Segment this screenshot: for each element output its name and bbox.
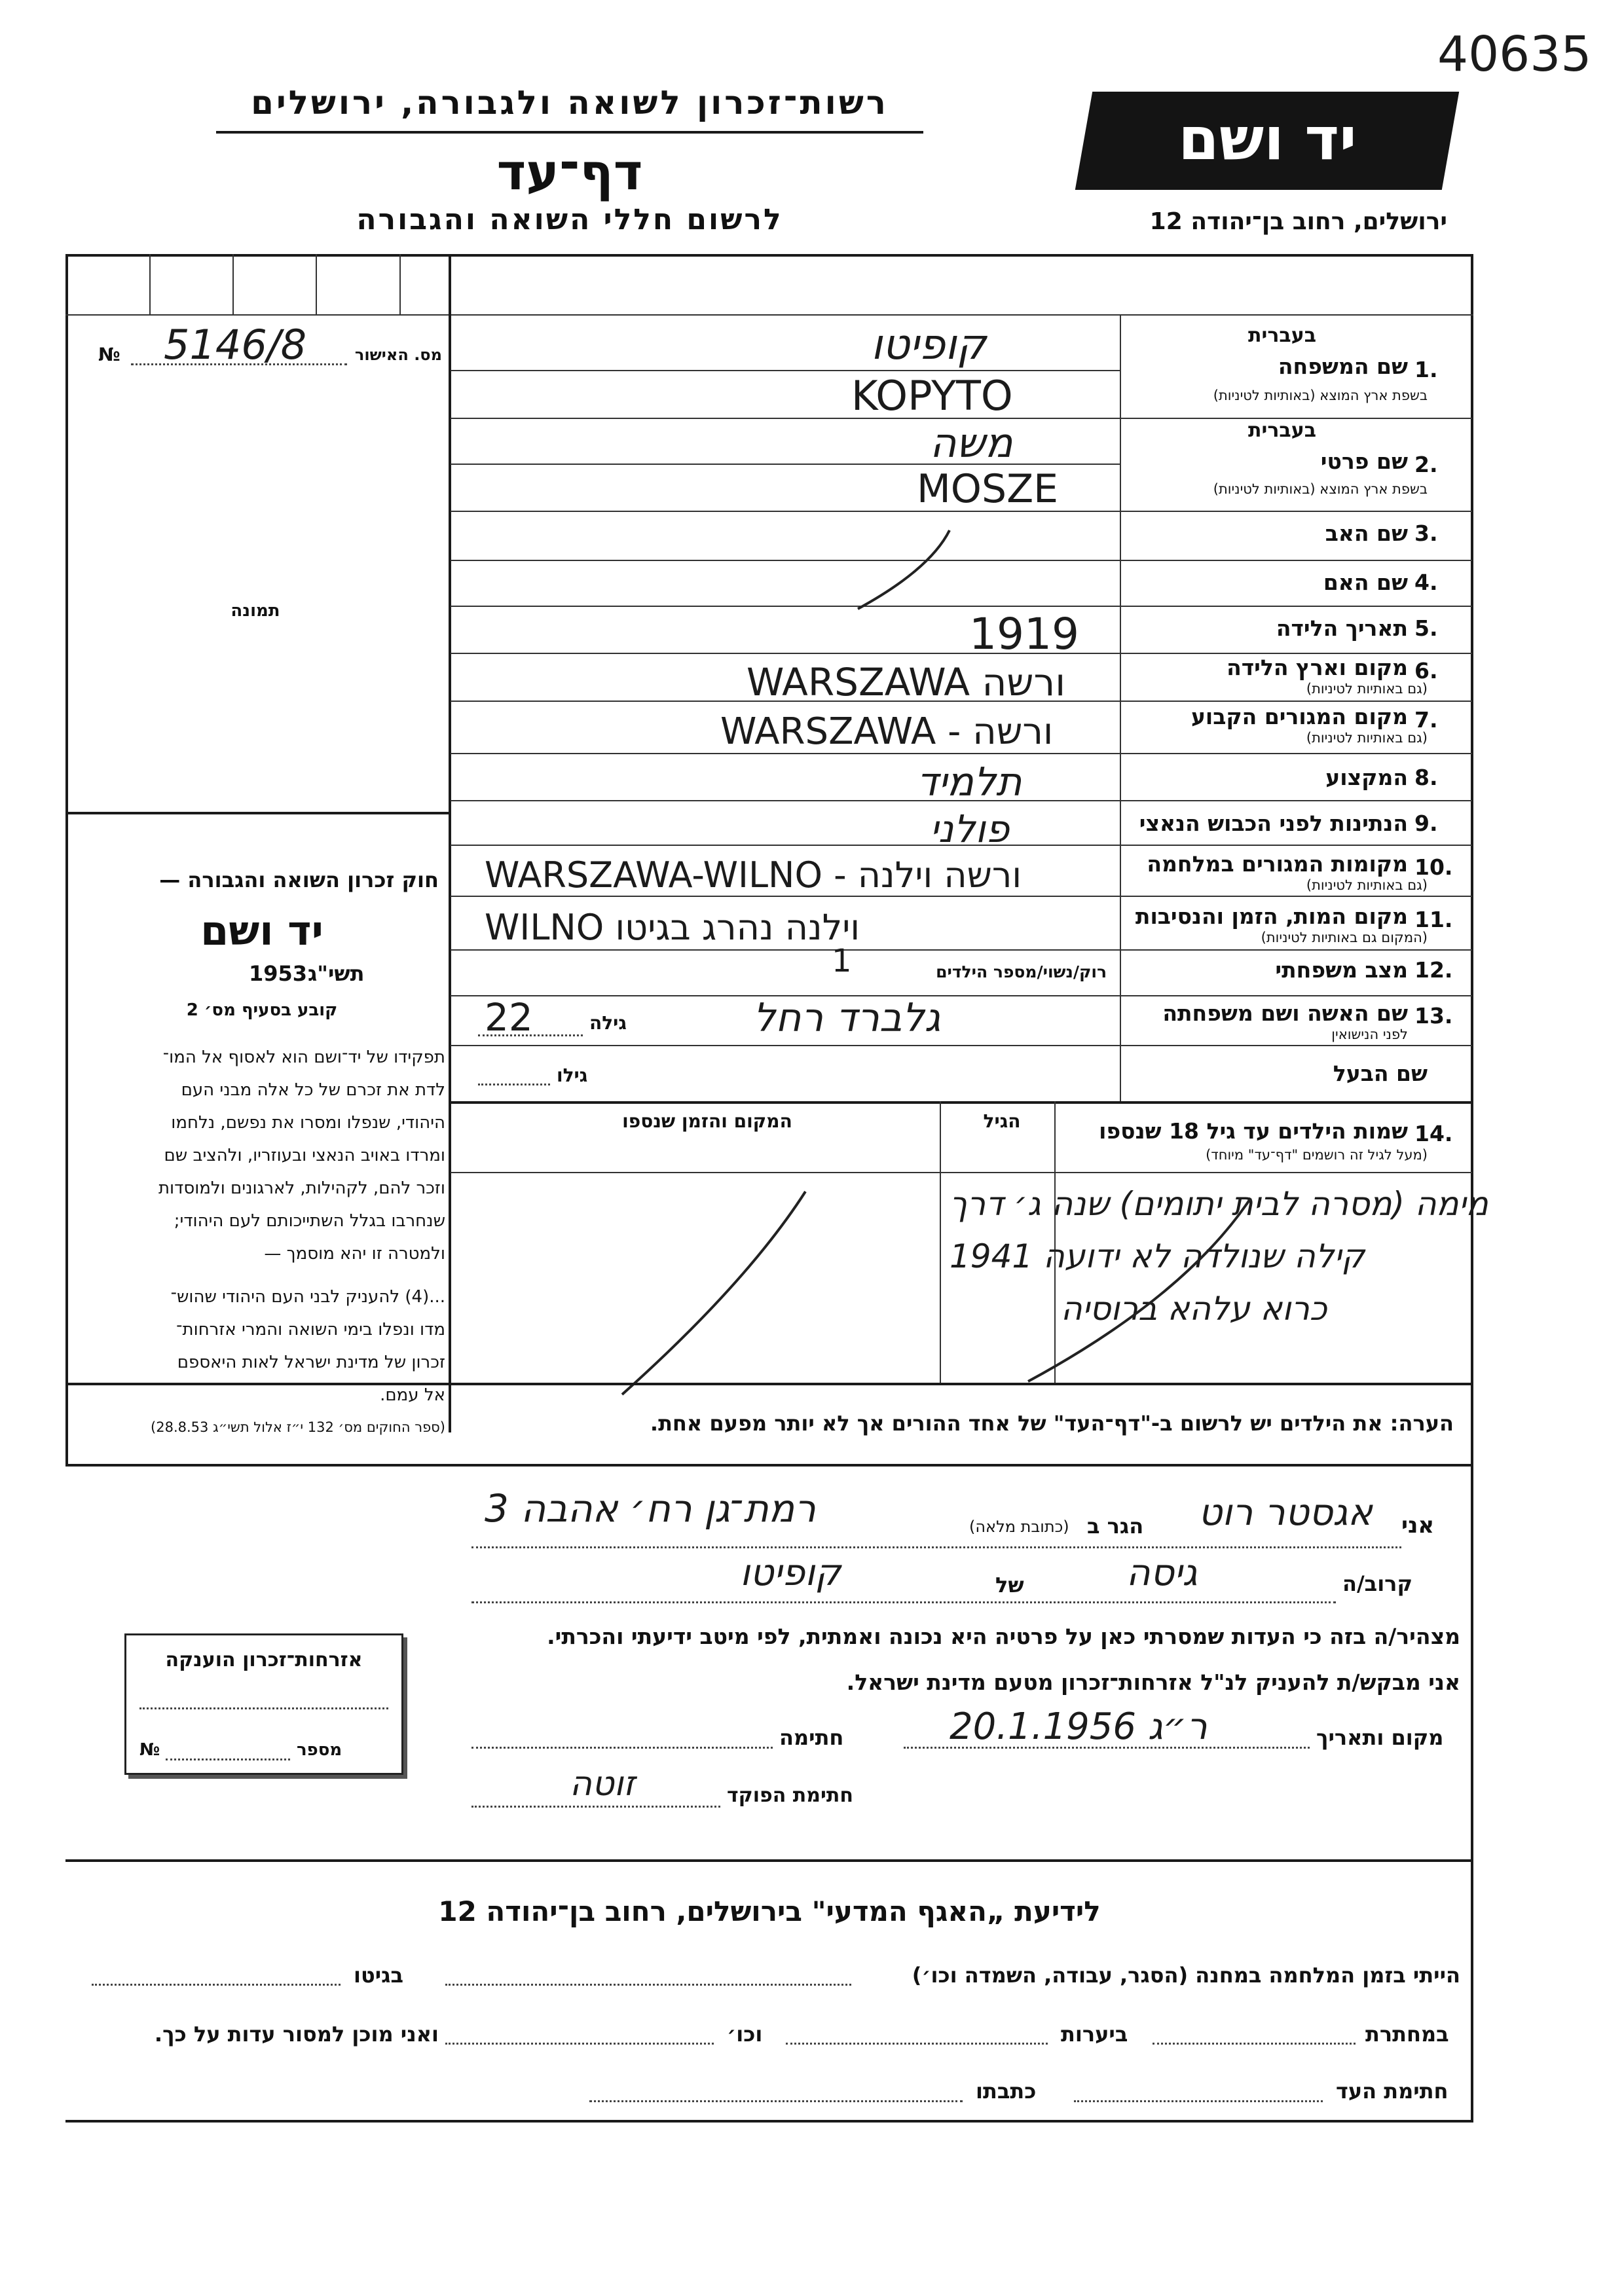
field-7-value: WARSZAWA - ורשה xyxy=(720,710,1054,753)
field-6-label: מקום וארץ הלידה xyxy=(1227,655,1408,680)
footer-etc-line xyxy=(445,2043,714,2045)
field-2-hebrew: בעברית xyxy=(1248,419,1316,442)
frame-bottom xyxy=(65,2120,1473,2123)
citizenship-title: אזרחות־זכרון הוענקה xyxy=(165,1649,363,1671)
of-value: קופיטו xyxy=(740,1552,841,1594)
field-9-label: הנתינות לפני הכבוש הנאצי xyxy=(1139,811,1408,836)
field-5-label: תאריך הלידה xyxy=(1276,615,1408,641)
form-title: דף־עד xyxy=(496,143,643,201)
field-9-number: 9. xyxy=(1414,811,1438,836)
field-11-label: מקום המות, הזמן והנסיבות xyxy=(1135,903,1408,929)
footer-title: לידיעת „האגף המדעי" בירושלים, רחוב בן־יהודה 12 xyxy=(438,1895,1101,1927)
logo-text: יד ושם xyxy=(1178,105,1357,173)
field-1-label: שם המשפחה xyxy=(1278,354,1408,379)
relative-label: קרוב/ה xyxy=(1342,1571,1412,1596)
photo-label: תמונה xyxy=(231,601,280,621)
row-line xyxy=(451,560,1472,561)
field-10-label: מקומות המגורים במלחמה xyxy=(1147,851,1408,877)
children-header: שמות הילדים עד גיל 18 שנספו xyxy=(1099,1118,1408,1144)
law-clause: קובע בסעיף מס׳ 2 xyxy=(186,1000,338,1020)
row-line xyxy=(451,753,1472,754)
declarant-gar-label: הגר ב xyxy=(1087,1514,1144,1539)
husband-age-label: גילו xyxy=(557,1065,588,1086)
children-number: 14. xyxy=(1414,1121,1453,1146)
declarant-address-hint: (כתובת מלאה) xyxy=(969,1518,1069,1536)
yad-vashem-logo xyxy=(1075,92,1459,190)
wife-age-label: גילה xyxy=(589,1012,627,1034)
children-place-header: המקום והזמן שנספו xyxy=(622,1110,792,1132)
field-13-value: גלברד רחל xyxy=(753,995,941,1041)
approval-number: 5146/8 xyxy=(164,321,307,369)
law-text-line: זכרון של מדינת ישראל לאות היאספם xyxy=(177,1353,445,1372)
footer-camp: הייתי בזמן המלחמה במחנה (הסגר, עבודה, השמדה וכו׳) xyxy=(912,1963,1460,1988)
children-divider-2 xyxy=(940,1101,941,1383)
field-2-latin-hint: בשפת ארץ המוצא (באותיות לטיניות) xyxy=(1213,481,1428,497)
archive-number: 40635 xyxy=(1437,26,1592,82)
field-11-number: 11. xyxy=(1414,907,1453,932)
children-header-line xyxy=(451,1172,1472,1173)
field-13-hint: לפני הנישואין xyxy=(1331,1027,1408,1042)
note-line-top xyxy=(65,1383,1473,1385)
request-text: אני מבקש/ת להעניק לנ"ל אזרחות־זכרון מטעם מדינת ישראל. xyxy=(846,1669,1460,1695)
place-date-line xyxy=(904,1747,1310,1749)
footer-forests-line xyxy=(786,2043,1048,2045)
field-8-number: 8. xyxy=(1414,765,1438,790)
child-row: מימה (מסרה לבית יתומים) שנה ג׳ דרך xyxy=(950,1185,1488,1223)
left-column-divider xyxy=(449,254,451,1432)
footer-witness-line xyxy=(1074,2100,1323,2102)
field-8-label: המקצוע xyxy=(1325,765,1408,790)
footer-underground: במחתרת xyxy=(1365,2022,1449,2047)
field-7-number: 7. xyxy=(1414,707,1438,733)
field-9-value: פולני xyxy=(930,807,1010,851)
law-title: חוק זכרון השואה והגבורה — xyxy=(159,867,439,892)
row-line xyxy=(451,370,1120,371)
field-1-latin-value: KOPYTO xyxy=(851,372,1013,420)
footer-line xyxy=(65,1859,1473,1862)
law-text-line: אל עמם. xyxy=(380,1385,445,1405)
note-text: הערה: את הילדים יש לרשום ב-"דף־העד" של אחד ההורים אך לא יותר מפעם אחת. xyxy=(650,1411,1454,1436)
field-4-label: שם האם xyxy=(1323,570,1408,595)
section-line xyxy=(451,1101,1472,1104)
law-text-line: וזכר להם, לקהילות, לארגונים ולמוסדות xyxy=(158,1178,445,1198)
field-12-value: 1 xyxy=(832,943,852,979)
field-7-label: מקום המגורים הקבוע xyxy=(1190,704,1408,729)
field-11-hint: (המקום גם באותיות לטיניות) xyxy=(1261,930,1428,945)
strip-divider-4 xyxy=(399,254,401,314)
strike-mark xyxy=(616,1185,812,1401)
field-10-value: WARSZAWA-WILNO - ורשה וילנה xyxy=(485,854,1022,896)
field-10-number: 10. xyxy=(1414,854,1453,880)
field-6-value: WARSZAWA ורשה xyxy=(747,660,1066,704)
row-line xyxy=(451,949,1472,951)
label-column-divider xyxy=(1120,314,1121,1101)
field-5-number: 5. xyxy=(1414,615,1438,641)
husband-label: שם הבעל xyxy=(1333,1061,1428,1086)
law-text-line: שנחרבו בגלל השתייכותם לעם היהודי; xyxy=(174,1211,445,1231)
field-2-number: 2. xyxy=(1414,452,1438,477)
row-line xyxy=(451,896,1472,897)
wife-age-value: 22 xyxy=(485,995,533,1040)
declaration-text: מצהיר/ה בזה כי העדות שמסרתי כאן על פרטיה היא נכונה ואמתית, לפי מיטב ידיעתי והכרתי. xyxy=(547,1624,1460,1649)
law-year: 1953 xyxy=(249,961,308,986)
address: ירושלים, רחוב בן־יהודה 12 xyxy=(1149,208,1447,235)
frame-left xyxy=(65,254,68,1467)
citizenship-number-line xyxy=(166,1758,290,1760)
law-text-line: ולמטרה זו יהא מוסמך — xyxy=(264,1244,445,1264)
footer-etc: וכו׳ xyxy=(727,2022,763,2047)
child-row: קילה שנולדה לא ידועה 1941 xyxy=(950,1237,1365,1275)
law-text-line: ...(4) להעניק לבני העם היהודי שהוש־ xyxy=(170,1287,445,1307)
field-2-hebrew-value: משה xyxy=(930,419,1013,467)
relative-value: גיסה xyxy=(1126,1552,1198,1594)
frame-top xyxy=(65,254,1473,257)
footer-address-label: כתבתו xyxy=(976,2079,1037,2104)
law-name: יד ושם xyxy=(200,907,323,955)
family-status-options: רוק/נשוי/מספר הילדים xyxy=(936,962,1107,981)
field-1-number: 1. xyxy=(1414,357,1438,382)
field-13-number: 13. xyxy=(1414,1003,1453,1029)
photo-box-bottom xyxy=(65,812,451,814)
strike-mark xyxy=(1022,1192,1257,1388)
header-underline xyxy=(216,131,923,134)
law-source: (ספר החוקים מס׳ 132 י״ז אלול תשי״ג 28.8.53) xyxy=(151,1419,445,1435)
footer-witness-signature: חתימת העד xyxy=(1336,2079,1449,2104)
footer-ready: ואני מוכן למסור עדות על כך. xyxy=(154,2022,439,2047)
footer-forests: ביערות xyxy=(1061,2022,1128,2047)
child-row: כרוא עלהא ברוסיה xyxy=(1061,1290,1327,1328)
field-12-number: 12. xyxy=(1414,957,1453,983)
law-text-line: תפקידו של יד־ושם הוא לאסוף אל המו־ xyxy=(162,1048,445,1067)
officer-signature: זוטה xyxy=(570,1764,635,1804)
row-line xyxy=(451,464,1120,465)
of-label: של xyxy=(995,1573,1024,1597)
law-year-heb: תשי"ג xyxy=(308,961,365,986)
field-8-value: תלמיד xyxy=(917,759,1022,805)
citizenship-no-sign: № xyxy=(139,1740,160,1760)
strip-bottom xyxy=(65,314,1473,316)
children-age-header: הגיל xyxy=(983,1110,1021,1132)
place-date-value: ר״ג 20.1.1956 xyxy=(950,1705,1208,1748)
field-6-number: 6. xyxy=(1414,658,1438,683)
approval-no-sign: № xyxy=(98,344,120,365)
footer-ghetto: בגיטו xyxy=(354,1963,403,1988)
declarant-line xyxy=(471,1546,1401,1548)
strike-mark xyxy=(851,524,956,615)
officer-line xyxy=(471,1806,720,1808)
field-10-hint: (גם באותיות לטיניות) xyxy=(1306,877,1428,893)
row-line xyxy=(451,1045,1472,1046)
field-13-label: שם האשה ושם משפחתה xyxy=(1162,1000,1408,1026)
approval-label: מס. האישור xyxy=(354,346,442,364)
citizenship-line xyxy=(139,1707,388,1709)
relative-line xyxy=(471,1601,1336,1603)
citizenship-number-label: מספר xyxy=(297,1740,342,1760)
officer-label: חתימת הפוקד xyxy=(727,1784,853,1807)
citizenship-box xyxy=(124,1633,403,1775)
row-line xyxy=(451,995,1472,996)
strip-divider-1 xyxy=(149,254,151,314)
form-subtitle: לרשום חללי השואה והגבורה xyxy=(356,203,783,236)
note-line-bottom xyxy=(65,1464,1473,1467)
signature-label: חתימה xyxy=(779,1725,844,1750)
field-3-number: 3. xyxy=(1414,520,1438,546)
field-6-hint: (גם באותיות לטיניות) xyxy=(1306,681,1428,697)
children-sub: (מעל לגיל זה רושמים "דף־עד" מיוחד) xyxy=(1206,1147,1428,1163)
field-2-label: שם פרטי xyxy=(1320,448,1408,474)
place-date-label: מקום ותאריך xyxy=(1316,1725,1444,1750)
strip-divider-3 xyxy=(316,254,317,314)
field-2-latin-value: MOSZE xyxy=(917,466,1059,512)
field-5-value: 1919 xyxy=(969,609,1079,659)
field-11-value: WILNO וילנה נהרג בגיטו xyxy=(485,907,860,948)
field-4-number: 4. xyxy=(1414,570,1438,595)
field-1-latin-hint: בשפת ארץ המוצא (באותיות לטיניות) xyxy=(1213,388,1428,403)
footer-camp-line xyxy=(445,1984,851,1986)
declarant-name: אגסטר רוט xyxy=(1198,1491,1373,1534)
husband-age-dots xyxy=(478,1084,550,1085)
authority-title: רשות־זכרון לשואה ולגבורה, ירושלים xyxy=(251,84,889,122)
field-1-hebrew-value: קופיטו xyxy=(871,321,987,369)
declarant-address: רמת־גן רח׳ אהבה 3 xyxy=(485,1486,816,1531)
law-text-line: היהודי, שנפלו ומסרו את נפשם, נלחמו xyxy=(171,1113,445,1133)
law-text-line: ומרדו באויב הנאצי ובעוזריו, ולהציב שם xyxy=(164,1146,445,1165)
row-line xyxy=(451,653,1472,654)
footer-address-line xyxy=(589,2100,963,2102)
law-text-line: מדו ונפלו בימי השואה והמרי אזרחות־ xyxy=(176,1320,445,1339)
signature-line xyxy=(471,1747,773,1749)
field-12-label: מצב משפחתי xyxy=(1275,957,1408,983)
strip-divider-2 xyxy=(232,254,234,314)
field-1-hebrew: בעברית xyxy=(1248,324,1316,347)
declarant-ani-label: אני xyxy=(1401,1512,1435,1539)
field-3-label: שם האב xyxy=(1325,520,1408,546)
footer-underground-line xyxy=(1153,2043,1356,2045)
law-text-line: לדת את זכרם של כל אלה מבני העם xyxy=(181,1080,445,1100)
row-line xyxy=(451,606,1472,607)
field-7-hint: (גם באותיות לטיניות) xyxy=(1306,730,1428,746)
footer-ghetto-line xyxy=(92,1984,341,1986)
